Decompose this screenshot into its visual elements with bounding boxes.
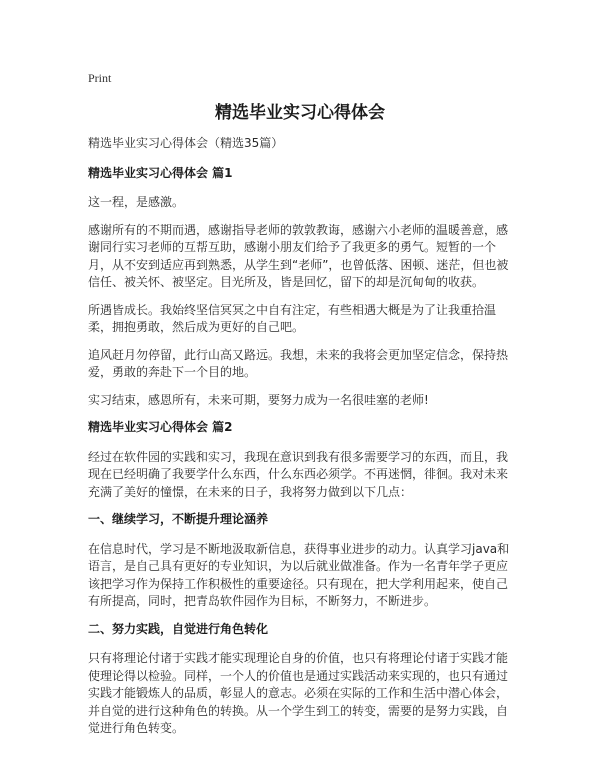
subsection-1-text: 在信息时代，学习是不断地汲取新信息，获得事业进步的动力。认真学习java和语言，是自己具有更好的专业知识，为以后就业做准备。作为一名青年学子更应该把学习作为保持工作积极性的重要途径。只有现在，把大学利用起来，使自己有所提高，同时，把青岛软件园作为目标，不断努力，不断进步。	[88, 541, 510, 608]
subsection-2-text: 只有将理论付诸于实践才能实现理论自身的价值，也只有将理论付诸于实践才能使理论得以检验。同样，一个人的价值也是通过实践活动来实现的，也只有通过实践才能锻炼人的品质，彰显人的意志。必须在实际的工作和生活中潜心体会，并自觉的进行这种角色的转换。从一个学生到工的转变，需要的是努力实践，自觉进行角色转变。	[88, 651, 509, 735]
section-1-paragraph: 追风赶月勿停留，此行山高又路远。我想，未来的我将会更加坚定信念，保持热爱，勇敢的奔赴下一个目的地。	[88, 347, 509, 379]
section-1-paragraph: 实习结束，感恩所有，未来可期，要努力成为一名很哇塞的老师!	[88, 392, 429, 407]
document-subtitle: 精选毕业实习心得体会（精选35篇）	[88, 136, 284, 150]
section-1-heading: 精选毕业实习心得体会 篇1	[88, 165, 233, 180]
print-label: Print	[88, 71, 112, 85]
section-1-paragraph: 这一程，是感激。	[88, 195, 185, 209]
section-2-heading: 精选毕业实习心得体会 篇2	[88, 420, 233, 434]
document-title: 精选毕业实习心得体会	[215, 103, 385, 123]
section-2-intro: 经过在软件园的实践和实习，我现在意识到我有很多需要学习的东西，而且，我现在已经明确了我要学什么东西，什么东西必须学。不再迷惘，徘徊。我对未来充满了美好的憧憬，在未来的日子，我将努力做到以下几点：	[88, 449, 509, 499]
subsection-1-heading: 一、继续学习，不断提升理论涵养	[88, 512, 269, 526]
section-1-paragraph: 感谢所有的不期而遇，感谢指导老师的敦敦教诲，感谢六小老师的温暖善意，感谢同行实习老师的互帮互助，感谢小朋友们给予了我更多的勇气。短暂的一个月，从不安到适应再到熟悉，从学生到“老师”，也曾低落、困顿、迷茫，但也被信任、被关怀、被坚定。目光所及，皆是回忆，留下的却是沉甸甸的收获。	[88, 222, 509, 289]
section-1-paragraph: 所遇皆成长。我始终坚信冥冥之中自有注定，有些相遇大概是为了让我重拾温柔，拥抱勇敢，然后成为更好的自己吧。	[88, 302, 497, 334]
document-body	[88, 135, 514, 748]
subsection-2-heading: 二、努力实践，自觉进行角色转化	[88, 621, 269, 636]
